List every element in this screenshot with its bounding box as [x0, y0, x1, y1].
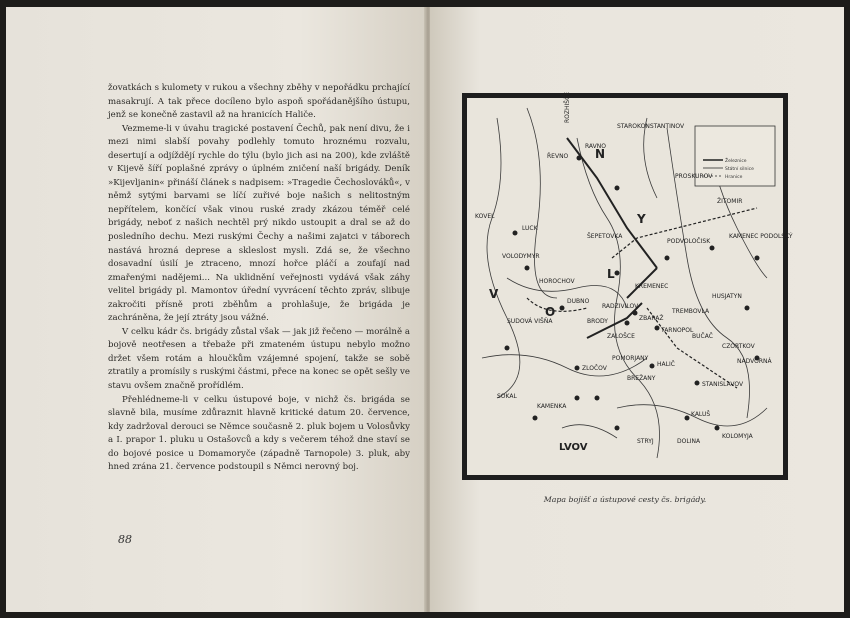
region-letter: V — [489, 287, 499, 301]
map-caption: Mapa bojišť a ústupové cesty čs. brigády. — [543, 495, 707, 504]
place-label: BREŽANY — [627, 375, 656, 382]
place-label: BRODY — [587, 318, 608, 325]
place-label: TREMBOVLA — [672, 308, 710, 315]
legend-road: Státní silnice — [725, 167, 754, 172]
place-label: LUCK — [522, 225, 538, 232]
place-label: HOROCHOV — [539, 278, 575, 285]
place-label: ŘEVNO — [547, 153, 569, 160]
place-label: BUČAČ — [692, 333, 713, 340]
place-label: KALUŠ — [691, 411, 711, 418]
map-figure — [462, 91, 793, 480]
place-label: ŠEPETOVKA — [587, 233, 623, 240]
paragraph: Vezmeme-li v úvahu tragické postavení Čechů, pak není divu, že i mezi nimi slabší povahy podlehly tomuto hroznému rozvalu, desertují a odjíždějí rychle do týlu (bylo jich asi na 200), kde zvláště v Kijevě šíří poplašné zprávy o úplném zničení naší brigády. Deník »Kijevljanin« přináší článek s nadpisem: »Tragedie Čechoslováků«, v němž sytými barvami se líčí zuřivé boje našich s nelitostným nepřítelem, končící však vinou ruské zrady zkázou téměř celé brigády, neboť z našich nechtěl prý nikdo ustoupit a dral se až do posledního dechu. Mezi ruskými Čechy a našimi zajatci v táborech nastává hrozná deprese a skleslost mysli. Zdá se, že všechno dosavadní úsilí je ztraceno, mnozí hořce pláčí a zoufají nad zmařenými nadějemi... Na uklidnění veřejnosti vydává však záhy velitel brigády pl. Mamontov úřední vyvrácení těchto zpráv, slibuje zakročiti přísně proti zběhům a prohlašuje, že brigáda je zachráněna, že její ztráty jsou vážné. — [108, 123, 410, 324]
place-label: KOLOMYJA — [722, 433, 753, 440]
place-label: ŽITOMIR — [717, 198, 743, 205]
place-label: RADZIVILOV — [602, 303, 639, 310]
place-label: PROSKUROV — [675, 173, 713, 180]
place-label: ROZHIŠČE — [564, 91, 571, 123]
place-label: CZORTKOV — [722, 343, 755, 350]
page-number: 88 — [118, 533, 132, 546]
place-label: NADVORNÁ — [737, 358, 772, 365]
body-text — [108, 82, 410, 475]
place-label: STANISLAVOV — [702, 381, 744, 388]
region-letter: L — [607, 267, 615, 281]
place-label: HALIČ — [657, 361, 675, 368]
place-label: POMORJANY — [612, 355, 649, 362]
place-label: PODVOLOČISK — [667, 238, 711, 245]
place-label: SUDOVÁ VIŠŇA — [507, 318, 553, 325]
place-label: KAMENKA — [537, 403, 567, 410]
place-label: ZLOČOV — [582, 365, 607, 372]
region-letter: Y — [637, 212, 646, 226]
place-label: LVOV — [559, 442, 588, 453]
place-label: DUBNO — [567, 298, 590, 305]
paragraph: Přehlédneme-li v celku ústupové boje, v nichž čs. brigáda se slavně bila, musíme zdůraznit hlavně kritické datum 20. července, kdy zadržoval derouci se Němce současně 2. pluk bojem u Volosůvky a I. prapor 1. pluku u Ostašovců a kdy s večerem téhož dne staví se do bojové posice u Domamoryče (západně Tarnopole) 3. pluk, aby hned zrána 21. července podstoupil s Němci nerovný boj. — [108, 394, 410, 473]
place-label: KOVEL — [475, 213, 495, 220]
region-letter: O — [545, 305, 556, 319]
place-label: RAVNO — [585, 143, 606, 150]
left-page — [6, 7, 426, 612]
place-label: TARNOPOL — [661, 327, 694, 334]
paragraph: V celku kádr čs. brigády zůstal však — jak již řečeno — morálně a bojově neotřesen a třebaže při zmateném ústupu nebylo možno držet všem rotám a hloučkům vzájemné spojení, takže se sobě ztratily a promísily s ruskými částmi, přece na konec se opět sešly ve stavu ovšem značně prořídlém. — [108, 326, 410, 392]
paragraph: žovatkách s kulomety v rukou a všechny zběhy v nepořádku prchající masakrují. A tak přece docíleno bylo aspoň spořádanějšího ústupu, jenž se konečně zastavil až na hranicích Haliče. — [108, 83, 410, 121]
place-label: VOLODYMYR — [502, 253, 540, 260]
place-label: KREMENEC — [635, 283, 669, 290]
place-label: STAROKONSTANTINOV — [617, 123, 685, 130]
place-label: ZALOŠCE — [607, 333, 635, 340]
place-label: SOKAL — [497, 393, 517, 400]
place-label: STRYJ — [637, 438, 654, 445]
legend-railway: Železnice — [725, 159, 747, 164]
place-label: KAMENEC PODOLSKÝ — [729, 233, 793, 240]
place-label: ZBARAŽ — [639, 315, 664, 322]
legend-border: Hranice — [725, 175, 743, 180]
historical-map — [467, 91, 793, 475]
place-label: DOLINA — [677, 438, 701, 445]
region-letter: N — [595, 147, 606, 161]
place-label: HUSJATYN — [712, 293, 742, 300]
